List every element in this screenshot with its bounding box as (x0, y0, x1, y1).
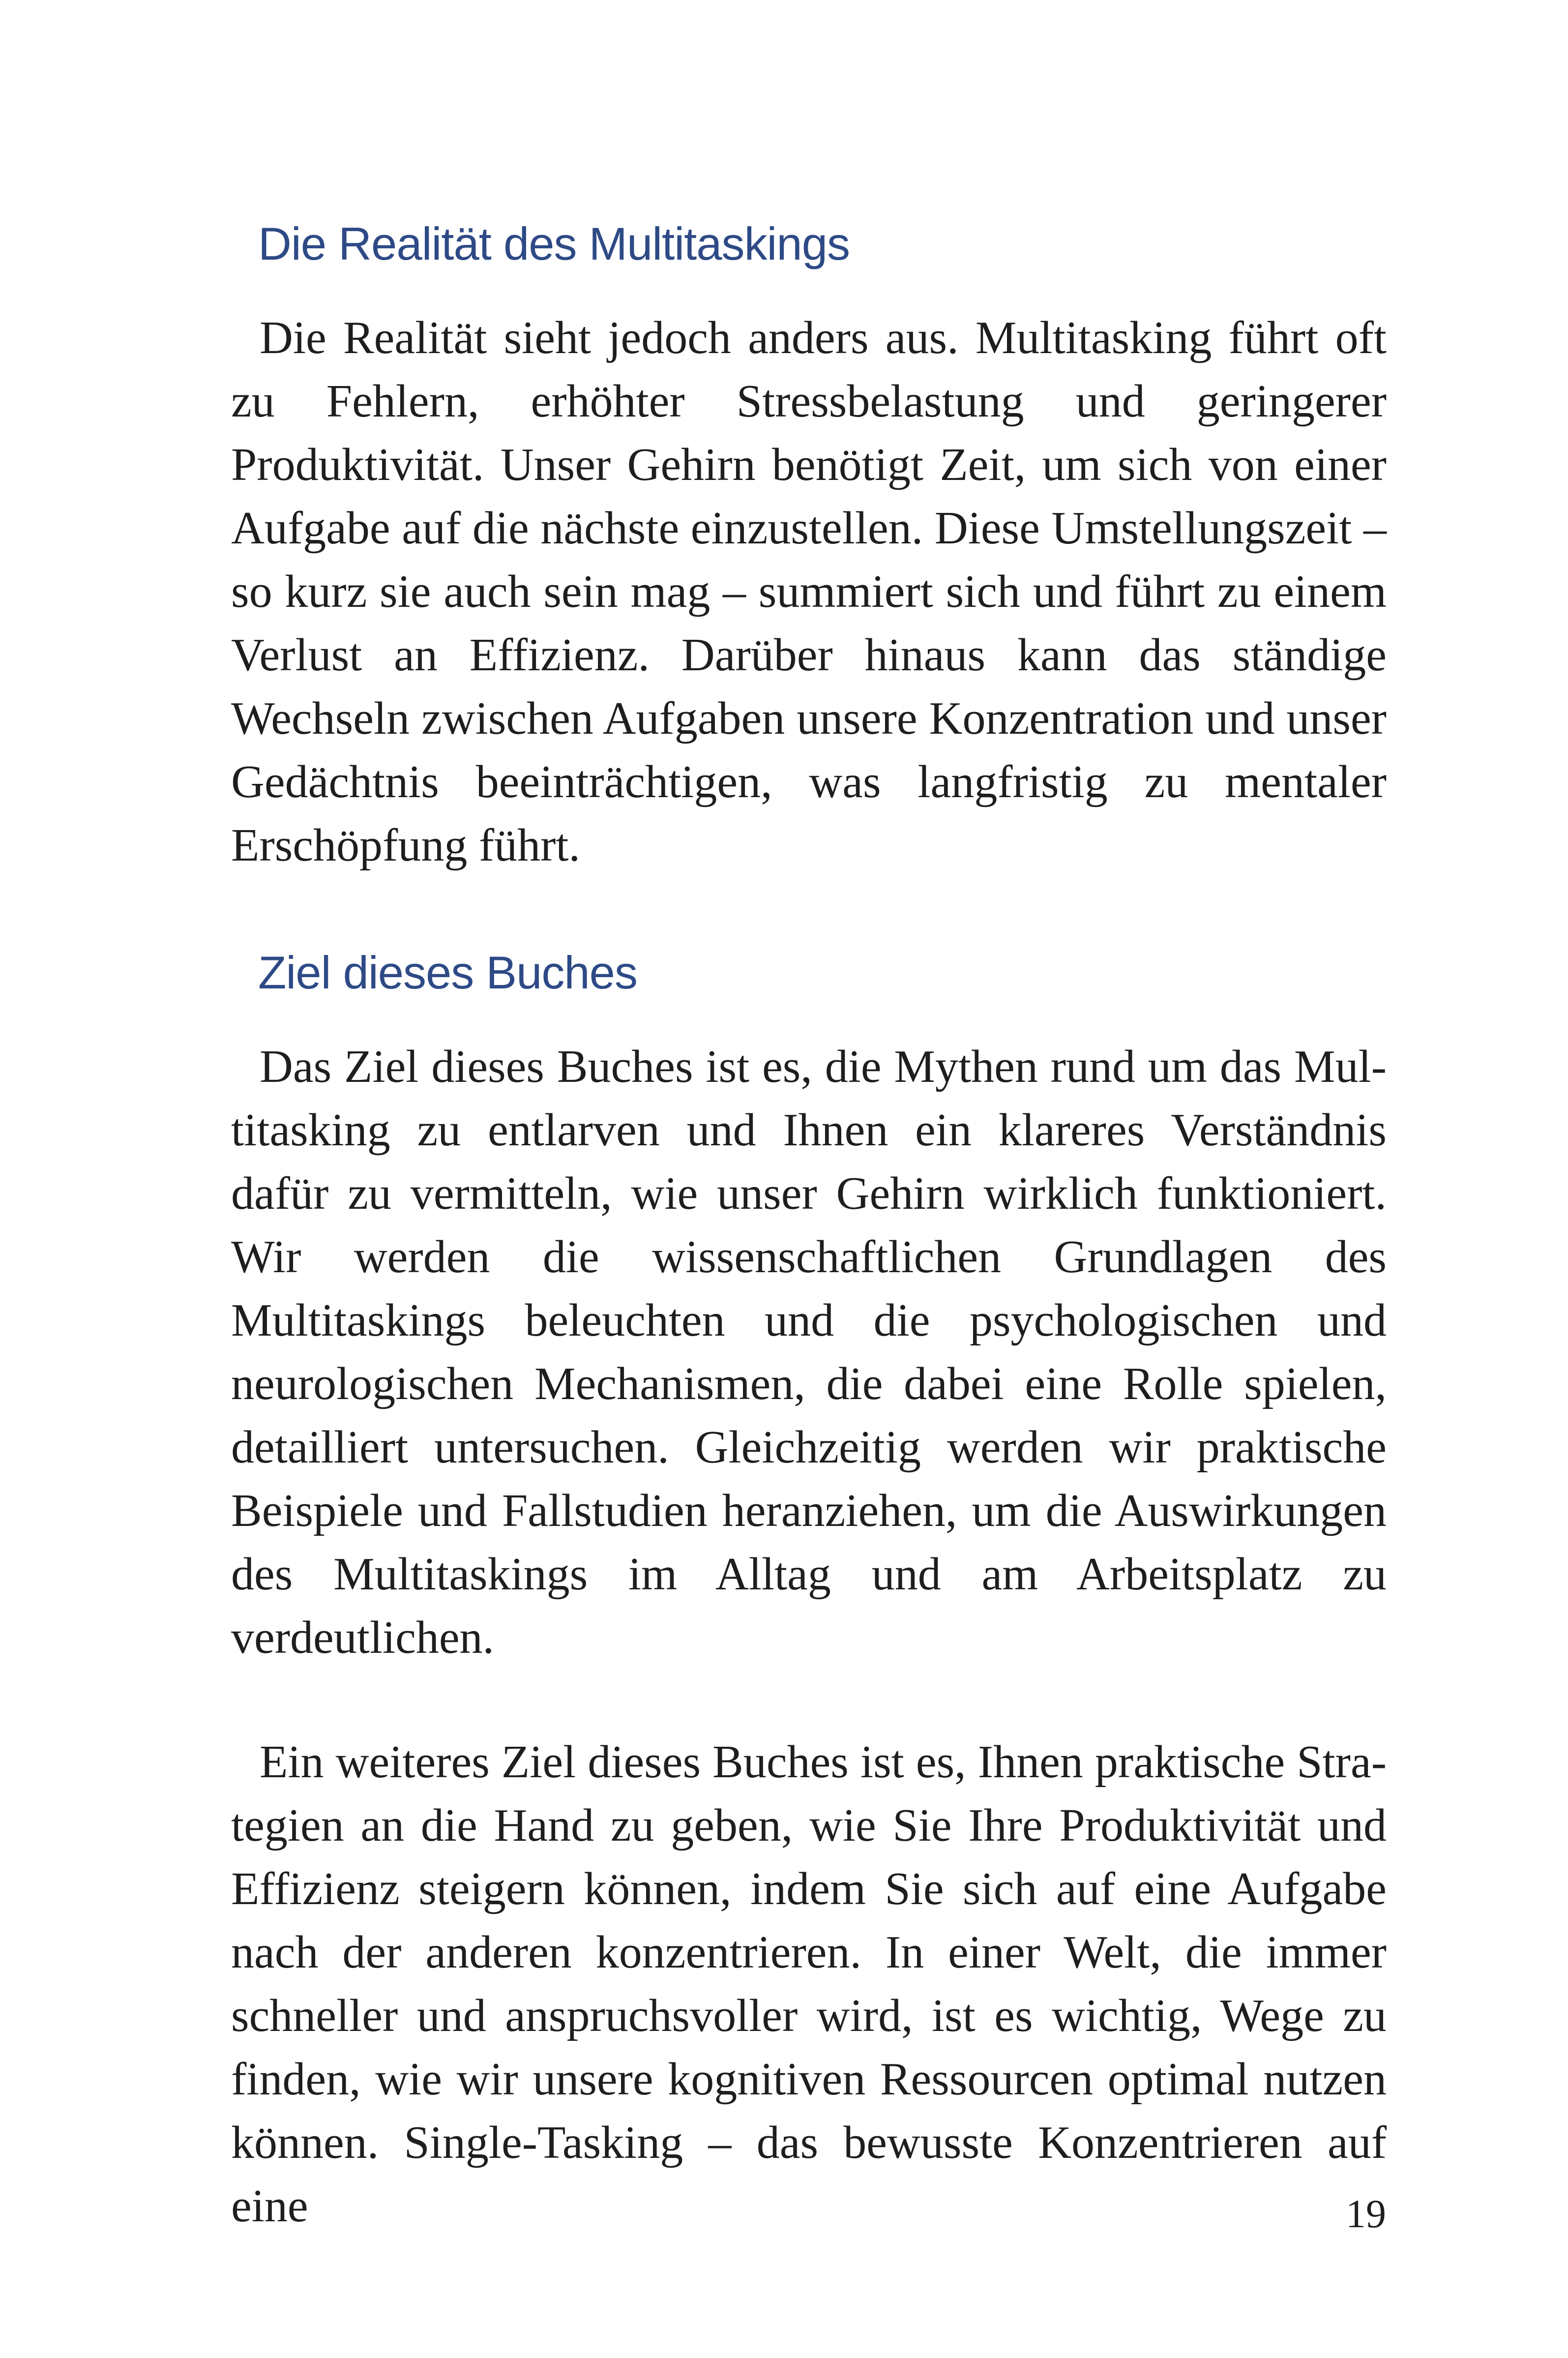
paragraph-ziel-1: Das Ziel dieses Buches ist es, die Mythen rund um das Multitasking zu entlarven und Ihnen ein klareres Verständnis dafür zu vermitteln, wie unser Gehirn wirklich funktioniert. Wir werden die wissenschaftlichen Grundlagen des Multitaskings beleuchten und die psychologischen und neurologischen Mechanismen, die dabei eine Rolle spielen, detailliert untersuchen. Gleichzeitig werden wir praktische Beispiele und Fallstudien heranziehen, um die Auswirkungen des Multitaskings im Alltag und am Arbeitsplatz zu verdeutlichen. (231, 1041, 1387, 1663)
page-content (231, 216, 1387, 2238)
page-number: 19 (1346, 2191, 1386, 2236)
paragraph-ziel-2: Ein weiteres Ziel dieses Buches ist es, Ihnen praktische Strategien an die Hand zu geben, wie Sie Ihre Produktivität und Effizienz steigern können, indem Sie sich auf eine Aufgabe nach der anderen konzentrieren. In einer Welt, die immer schneller und anspruchsvoller wird, ist es wichtig, Wege zu finden, wie wir unsere kognitiven Ressourcen optimal nutzen können. Single-Tasking – das bewusste Konzentrieren auf eine (231, 1736, 1387, 2232)
section-heading-realitaet: Die Realität des Multitaskings (258, 218, 850, 269)
section-heading-ziel: Ziel dieses Buches (258, 946, 637, 998)
paragraph-realitaet: Die Realität sieht jedoch anders aus. Multitasking führt oft zu Fehlern, erhöhter Stressbelastung und geringerer Produktivität. Unser Gehirn benötigt Zeit, um sich von einer Aufgabe auf die nächste einzustellen. Diese Umstellungszeit – so kurz sie auch sein mag – summiert sich und führt zu einem Verlust an Effizienz. Darüber hinaus kann das ständige Wechseln zwischen Aufgaben unsere Konzentration und unser Gedächtnis beeinträchtigen, was langfristig zu mentaler Erschöpfung führt. (231, 312, 1387, 871)
